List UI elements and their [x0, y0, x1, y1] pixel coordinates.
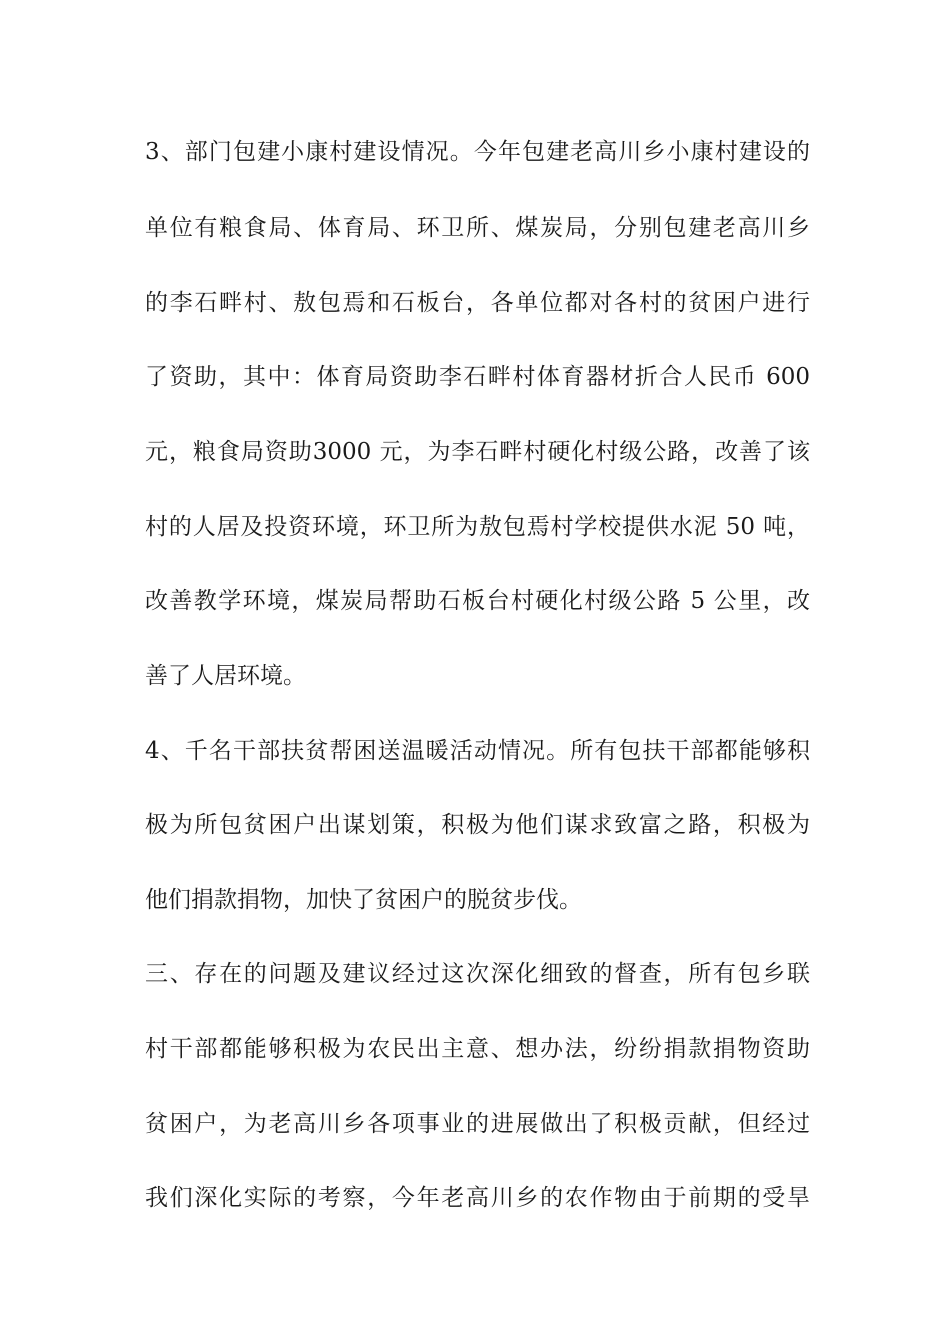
text-line: 元，粮食局资助3000 元，为李石畔村硬化村级公路，改善了该	[145, 439, 810, 465]
text-line: 极为所包贫困户出谋划策，积极为他们谋求致富之路，积极为	[145, 812, 810, 838]
text-line: 4、千名干部扶贫帮困送温暖活动情况。所有包扶干部都能够积	[145, 738, 810, 764]
text-line: 村的人居及投资环境，环卫所为敖包焉村学校提供水泥 50 吨，	[145, 514, 810, 540]
text-line: 村干部都能够积极为农民出主意、想办法，纷纷捐款捐物资助	[145, 1036, 810, 1062]
text-line: 了资助，其中：体育局资助李石畔村体育器材折合人民币 600	[145, 364, 810, 390]
text-line: 改善教学环境，煤炭局帮助石板台村硬化村级公路 5 公里，改	[145, 588, 810, 614]
text-line: 善了人居环境。	[145, 663, 306, 689]
text-line: 他们捐款捐物，加快了贫困户的脱贫步伐。	[145, 887, 582, 913]
text-line: 贫困户，为老高川乡各项事业的进展做出了积极贡献，但经过	[145, 1111, 810, 1137]
text-line: 3、部门包建小康村建设情况。今年包建老高川乡小康村建设的	[145, 139, 810, 165]
text-line: 三、存在的问题及建议经过这次深化细致的督查，所有包乡联	[145, 961, 810, 987]
text-line: 我们深化实际的考察，今年老高川乡的农作物由于前期的受旱	[145, 1185, 810, 1211]
text-line: 单位有粮食局、体育局、环卫所、煤炭局，分别包建老高川乡	[145, 215, 810, 241]
text-line: 的李石畔村、敖包焉和石板台，各单位都对各村的贫困户进行	[145, 290, 810, 316]
